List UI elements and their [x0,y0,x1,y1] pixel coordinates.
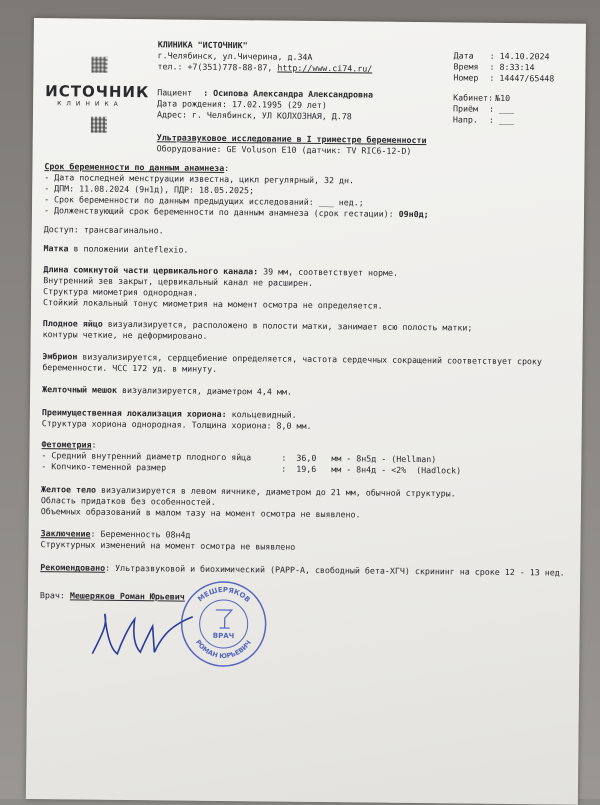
gestation-heading-label: Срок беременности по данным анамнеза [44,161,225,174]
embryo-text: визуализируется, сердцебиение определяется, частота сердечных сокращений соответствует сроку [77,351,543,367]
conclusion-line [41,528,191,540]
cervix-line: Структура миометрия однородная. [43,286,199,298]
yolk-label: Желточный мешок [42,384,118,395]
uterus-text: в положении anteflexio. [68,243,189,255]
stamp-top-text: МЕШЕРЯКОВ [196,585,252,604]
meta-referral-value: : ___ [488,114,514,126]
fetometry-row-value: : 36,0 мм - 8н5д - (Hellman) [281,452,437,465]
stamp-bottom-text: РОМАН ЮРЬЕВИЧ [193,638,253,661]
meta-cabinet-label: Кабинет: [453,92,494,103]
uterus-line [44,243,189,255]
clinic-phone: тел.: +7(351)778-88-87, [157,61,278,73]
document-page [26,18,586,805]
doctor-stamp-icon [179,580,268,669]
clinic-logo-subtitle: КЛИНИКА [57,100,123,108]
embryo-label: Эмбрион [42,351,78,362]
corpus-text: визуализируется в левом яичнике, диаметром до 21 мм, обычной структуры. [95,484,456,499]
clinic-name: КЛИНИКА "ИСТОЧНИК" [157,39,248,51]
gestation-term-value: 09н0д; [398,208,429,220]
meta-time-label: Время [453,61,479,72]
ovum-label: Плодное яйцо [42,318,103,329]
gestation-term-label: - Долженствующий срок беременности по данным анамнеза (срок гестации): [43,205,399,219]
meta-number-label: Номер [453,72,479,83]
meta-referral-label: Напр. [452,114,478,125]
yolk-text: визуализируется, диаметром 4,4 мм. [116,384,292,397]
meta-date-value: : 14.10.2024 [489,50,550,62]
cervix-text: 39 мм, соответствует норме. [258,266,399,278]
fetometry-heading-label: Фетометрия [41,439,92,450]
meta-date-label: Дата [453,50,474,61]
doctor-name: Мешеряков Роман Юрьевич [69,590,185,602]
svg-text:МЕШЕРЯКОВ [196,586,251,604]
meta-time-value: : 8:33:14 [489,61,535,73]
fetometry-heading-colon: : [91,439,97,450]
svg-text:РОМАН ЮРЬЕВИЧ [194,638,253,660]
fetometry-row-name: - Копчико-теменной размер [41,461,167,473]
chorion-line: Структура хориона однородная. Толщина хориона: 8,0 мм. [41,418,312,431]
ovum-line: контуры четкие, не деформировано. [42,329,208,341]
gestation-line: - ДПМ: 11.08.2024 (9н1д), ПДР: 18.05.2025; [44,183,255,196]
patient-name: : Осипова Александра Александровна [203,87,374,100]
conclusion-text: : Беременность 08н4д [90,528,191,540]
fetometry-row-name: - Средний внутренний диаметр плодного яйца [41,450,252,463]
clinic-logo: ИСТОЧНИК [45,82,150,102]
gestation-line: - Срок беременности по данным предыдущих исследований: ___ нед.; [44,194,364,208]
uterus-label: Матка [43,243,69,254]
gestation-line: - Дата последней менструации известна, цикл регулярный, 32 дн. [44,172,355,186]
clinic-contacts [157,61,372,73]
embryo-line: беременности. ЧСС 172 уд. в минуту. [42,362,218,374]
cervix-line: Стойкий локальный тонус миометрия на момент осмотра не определяется. [42,297,383,311]
patient-label: Пациент [157,87,193,98]
meta-reception-value: : ___ [489,103,515,115]
conclusion-label: Заключение [40,528,91,539]
chorion-text: кольцевидный. [226,409,297,420]
patient-address: Адрес: г. Челябинск, УЛ КОЛХОЗНАЯ, Д.78 [156,109,352,122]
recommend-line [40,562,565,577]
recommend-label: Рекомендовано [40,562,106,573]
corpus-line: Объемных образований в малом тазу на момент осмотра не выявлено. [40,506,361,520]
doctor-label: Врач: [39,590,70,601]
doctor-line [40,590,185,602]
corpus-label: Желтое тело [41,484,97,495]
qr-code-icon [91,117,107,133]
cervix-line: Внутренний зев закрыт, цервикальный канал не расширен. [43,275,314,288]
recommend-text: : Ультразвуковой и биохимический (PAPP-A, свободный бета-ХГЧ) скрининг на сроке 12 - 13 нед. [105,562,565,578]
clinic-site-link[interactable]: http://www.ci74.ru/ [277,62,373,74]
meta-number-value: : 14447/65448 [489,72,555,84]
patient-dob: Дата рождения: 17.02.1995 (29 лет) [157,98,328,111]
yolk-line [42,384,292,397]
clinic-address: г.Челябинск, ул.Чичерина, д.34А [157,50,313,62]
conclusion-line: Структурных изменений на момент осмотра не выявлено [40,539,296,552]
gestation-line [44,205,429,219]
chorion-label: Преимущественная локализация хориона: [41,407,227,420]
exam-equipment: Оборудование: GE Voluson E10 (датчик: TV RIC6-12-D) [156,143,412,156]
corpus-line: Область придатков без особенностей. [40,495,216,507]
gestation-heading [44,161,229,173]
fetometry-heading [41,439,96,450]
fetometry-row-value: : 19,6 мм - 8н4д - <2% (Hadlock) [281,463,462,476]
cervix-label: Длина сомкнутой части цервикального канала: [43,264,259,277]
meta-reception-label: Приём [453,103,479,114]
gestation-heading-colon: : [224,163,230,174]
qr-code-icon [91,57,107,73]
access-text: Доступ: трансвагинально. [43,224,164,236]
stamp-center-text: ВРАЧ [212,631,235,641]
ovum-text: визуализируется, расположено в полости матки, занимает всю полость матки; [102,318,473,333]
exam-title: Ультразвуковое исследование в I триместре беременности [156,132,427,146]
meta-cabinet-value: №10 [495,92,511,103]
